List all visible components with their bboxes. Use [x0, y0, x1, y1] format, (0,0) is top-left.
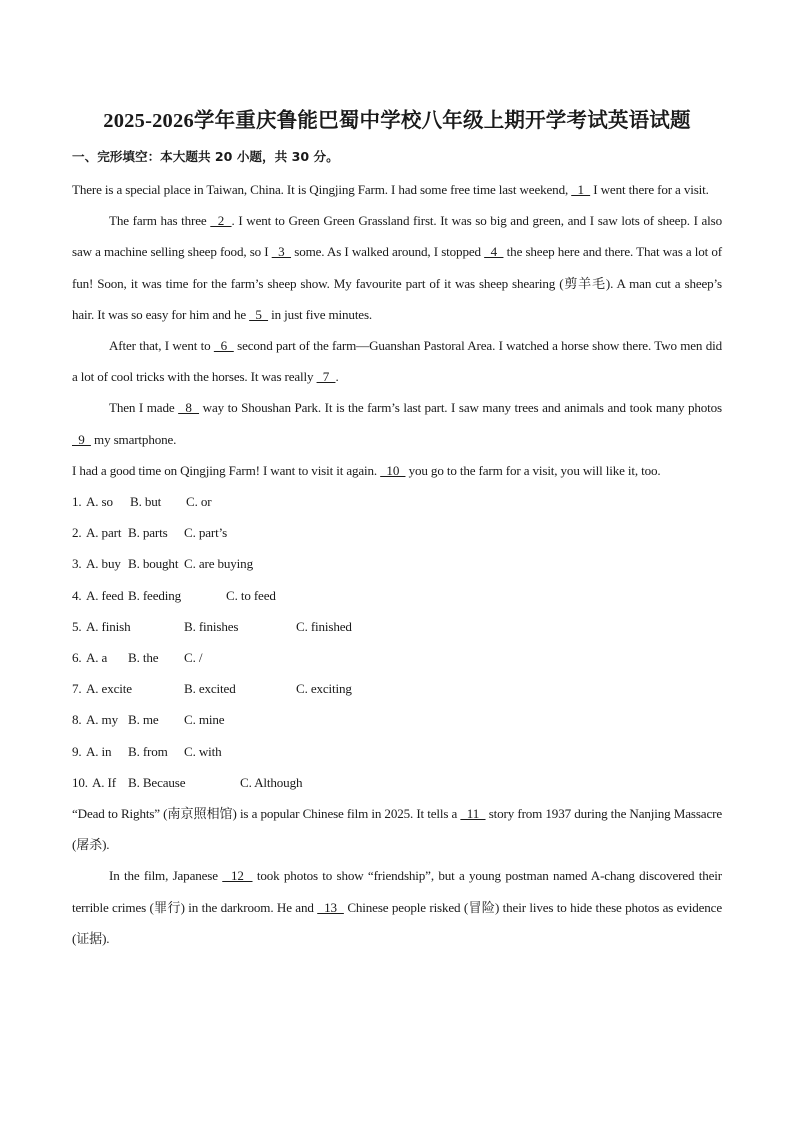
passage-text: The farm has three: [109, 213, 211, 229]
option-row: [72, 767, 722, 798]
passage-text: There is a special place in Taiwan, China. It is Qingjing Farm. I had some free time last weekend,: [72, 182, 572, 197]
option-b: B. Because: [128, 774, 186, 790]
option-c: C. finished: [296, 618, 352, 634]
option-b: B. finishes: [184, 618, 239, 634]
blank-1: 1: [571, 182, 591, 197]
option-a: A. part: [86, 525, 122, 541]
question-number: 8.: [72, 712, 82, 728]
option-b: B. the: [128, 650, 159, 666]
option-b: B. feeding: [128, 587, 182, 603]
option-row: [72, 673, 722, 704]
option-a: A. buy: [86, 556, 121, 572]
passage2-paragraph: [72, 860, 722, 954]
passage-text: “Dead to Rights” (南京照相馆) is a popular Chinese film in 2025. It tells a: [72, 806, 461, 822]
blank-11: 11: [460, 806, 486, 822]
option-c: C. to feed: [226, 587, 276, 603]
passage-text: In the film, Japanese: [109, 868, 223, 884]
option-c: C. with: [184, 743, 222, 759]
question-number: 1.: [72, 494, 82, 510]
option-b: B. bought: [128, 556, 179, 572]
option-a: A. in: [86, 743, 112, 759]
question-number: 5.: [72, 618, 82, 634]
option-c: C. part’s: [184, 525, 228, 541]
option-row: [72, 517, 722, 548]
passage-text: in just five minutes.: [268, 306, 373, 322]
option-a: A. feed: [86, 587, 124, 603]
blank-5: 5: [249, 306, 269, 322]
blank-6: 6: [213, 338, 234, 354]
passage-text: took photos to show “friendship”, but a young postman named A-chang discovered their terrible crimes (罪行) in the darkroom. He and: [72, 868, 722, 915]
option-b: B. but: [130, 494, 162, 510]
option-b: B. parts: [128, 525, 168, 541]
option-a: A. If: [92, 774, 116, 790]
option-c: C. or: [186, 494, 212, 510]
passage-text: story from 1937 during the Nanjing Massacre (屠杀).: [72, 806, 723, 853]
passage-text: my smartphone.: [90, 431, 177, 447]
passage-text: I went there for a visit.: [590, 182, 709, 197]
passage1-paragraph: [72, 455, 722, 486]
options-list: [72, 486, 722, 798]
blank-8: 8: [178, 400, 200, 416]
option-row: [72, 486, 722, 517]
option-a: A. my: [86, 712, 118, 728]
blank-4: 4: [484, 244, 504, 260]
passage-text: . I went to Green Green Grassland first. It was so big and green, and I saw lots of sheep. I also saw a machine selling sheep food, so I: [72, 213, 722, 260]
option-a: A. a: [86, 650, 108, 666]
option-c: C. mine: [184, 712, 225, 728]
option-b: B. excited: [184, 681, 236, 697]
section-heading: 一、完形填空：本大题共 20 小题，共 30 分。: [72, 149, 339, 164]
passage-text: After that, I went to: [109, 338, 214, 354]
question-number: 10.: [72, 774, 88, 790]
passage1-paragraph: [72, 174, 722, 205]
question-number: 6.: [72, 650, 82, 666]
option-row: [72, 704, 722, 735]
passage-text: Then I made: [109, 400, 179, 416]
option-row: [72, 548, 722, 579]
option-row: [72, 580, 722, 611]
passage-text: some. As I walked around, I stopped: [291, 244, 485, 260]
passage-text: I had a good time on Qingjing Farm! I want to visit it again.: [72, 462, 381, 478]
option-c: C. exciting: [296, 681, 352, 697]
blank-3: 3: [271, 244, 292, 260]
question-number: 3.: [72, 556, 82, 572]
option-c: C. Although: [240, 774, 303, 790]
blank-13: 13: [317, 899, 344, 915]
passage-text: .: [335, 369, 339, 385]
option-c: C. are buying: [184, 556, 253, 572]
blank-2: 2: [210, 213, 232, 229]
question-number: 2.: [72, 525, 82, 541]
passage1-paragraph: [72, 330, 722, 392]
passage2-paragraph: [72, 798, 722, 860]
blank-10: 10: [380, 462, 406, 478]
question-number: 9.: [72, 743, 82, 759]
option-b: B. me: [128, 712, 159, 728]
option-a: A. excite: [86, 681, 132, 697]
passage-text: you go to the farm for a visit, you will like it, too.: [405, 462, 661, 478]
option-c: C. /: [184, 650, 203, 666]
passage-text: Chinese people risked (冒险) their lives to hide these photos as evidence (证据).: [72, 899, 723, 946]
blank-7: 7: [316, 369, 336, 385]
question-number: 7.: [72, 681, 82, 697]
option-b: B. from: [128, 743, 168, 759]
blank-9: 9: [72, 431, 91, 447]
question-number: 4.: [72, 587, 82, 603]
passage1-paragraph: [72, 205, 722, 330]
exam-title: 2025-2026学年重庆鲁能巴蜀中学校八年级上期开学考试英语试题: [103, 110, 691, 132]
option-row: [72, 611, 722, 642]
passage-text: way to Shoushan Park. It is the farm’s last part. I saw many trees and animals and took many photos: [199, 400, 722, 416]
option-a: A. finish: [86, 618, 131, 634]
option-a: A. so: [86, 494, 113, 510]
passage-text: second part of the farm—Guanshan Pastoral Area. I watched a horse show there. Two men did a lot of cool tricks with the horses. It was really: [72, 338, 722, 385]
passage1-paragraph: [72, 392, 722, 454]
option-row: [72, 736, 722, 767]
exam-content: [72, 174, 722, 954]
blank-12: 12: [222, 868, 253, 884]
option-row: [72, 642, 722, 673]
passage-text: the sheep here and there. That was a lot of fun! Soon, it was time for the farm’s sheep show. My favourite part of it was sheep shearing (剪羊毛). A man cut a sheep’s hair. It was so easy for him and he: [72, 244, 722, 322]
